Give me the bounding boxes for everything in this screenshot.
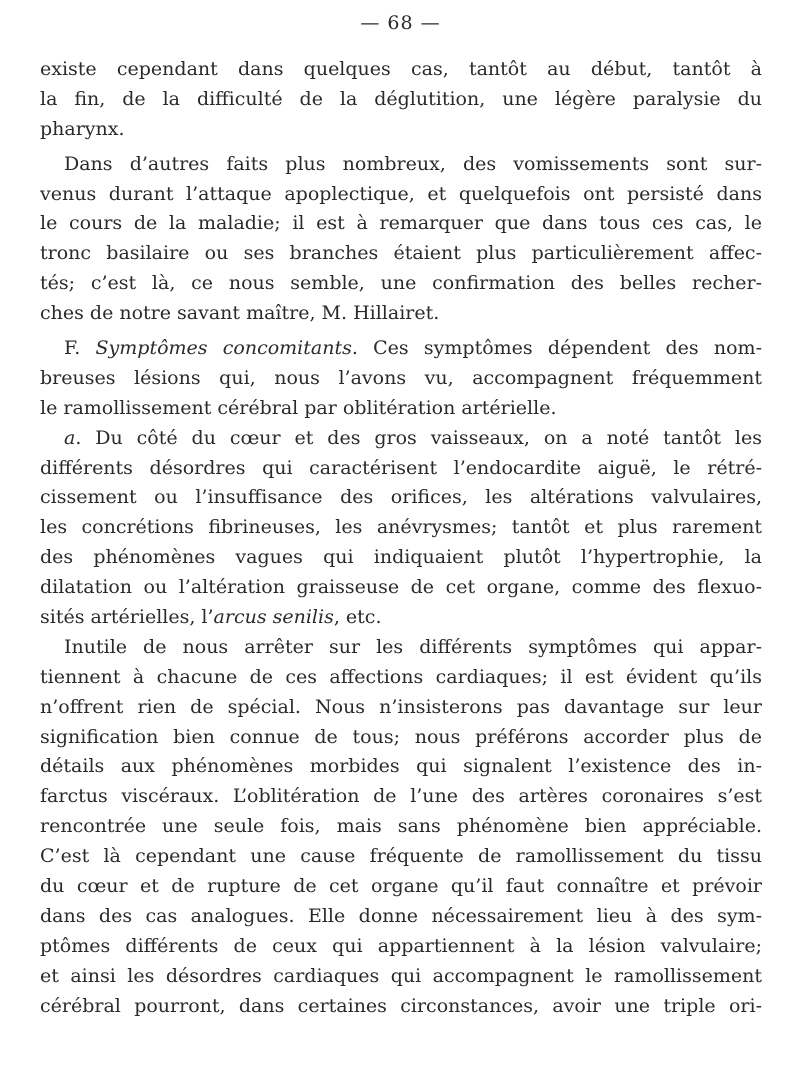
text-line: venus durant l’attaque apoplectique, et quelquefois ont persisté dans xyxy=(40,182,762,205)
text-line: différents désordres qui caractérisent l’endocardite aiguë, le rétré- xyxy=(40,456,762,479)
text-line: tiennent à chacune de ces affections cardiaques; il est évident qu’ils xyxy=(40,665,762,688)
text-line: dans des cas analogues. Elle donne nécessairement lieu à des sym- xyxy=(40,904,762,927)
text-line: farctus viscéraux. L’oblitération de l’une des artères coronaires s’est xyxy=(40,785,762,808)
text-line: tés; c’est là, ce nous semble, une confirmation des belles recher- xyxy=(40,272,762,295)
text-line: du cœur et de rupture de cet organe qu’il faut connaître et prévoir xyxy=(40,875,762,898)
text-line: et ainsi les désordres cardiaques qui accompagnent le ramollissement xyxy=(40,964,762,987)
text-line: Dans d’autres faits plus nombreux, des vomissements sont sur- xyxy=(64,152,762,175)
text-line: sités artérielles, l’arcus senilis, etc. xyxy=(40,606,382,629)
text-line: existe cependant dans quelques cas, tantôt au début, tantôt à xyxy=(40,58,762,80)
text-line: a. Du côté du cœur et des gros vaisseaux, on a noté tantôt les xyxy=(64,426,762,449)
text-line: Inutile de nous arrêter sur les différents symptômes qui appar- xyxy=(64,635,762,658)
text-line: le ramollissement cérébral par oblitération artérielle. xyxy=(40,396,557,419)
text-line: F. Symptômes concomitants. Ces symptômes dépendent des nom- xyxy=(64,337,762,360)
text-line: cérébral pourront, dans certaines circonstances, avoir une triple ori- xyxy=(40,994,762,1017)
text-line: breuses lésions qui, nous l’avons vu, accompagnent fréquemment xyxy=(40,366,762,389)
text-line: dilatation ou l’altération graisseuse de cet organe, comme des flexuo- xyxy=(40,576,762,599)
body-text xyxy=(40,55,762,1022)
text-line: ches de notre savant maître, M. Hillairet. xyxy=(40,302,440,325)
text-line: C’est là cependant une cause fréquente de ramollissement du tissu xyxy=(40,845,762,868)
text-line: la fin, de la difficulté de la déglutition, une légère paralysie du xyxy=(40,87,762,110)
text-line: pharynx. xyxy=(40,117,125,140)
text-line: n’offrent rien de spécial. Nous n’insisterons pas davantage sur leur xyxy=(40,695,762,718)
text-line: signification bien connue de tous; nous préférons accorder plus de xyxy=(40,725,762,748)
text-line: ptômes différents de ceux qui appartiennent à la lésion valvulaire; xyxy=(40,934,762,957)
text-line: rencontrée une seule fois, mais sans phénomène bien appréciable. xyxy=(40,815,762,838)
page-number: — 68 — xyxy=(360,12,441,34)
text-line: le cours de la maladie; il est à remarquer que dans tous ces cas, le xyxy=(40,212,762,235)
text-line: cissement ou l’insuffisance des orifices, les altérations valvulaires, xyxy=(40,486,762,509)
text-line: tronc basilaire ou ses branches étaient plus particulièrement affec- xyxy=(40,242,762,265)
text-line: des phénomènes vagues qui indiquaient plutôt l’hypertrophie, la xyxy=(40,546,762,569)
text-line: détails aux phénomènes morbides qui signalent l’existence des in- xyxy=(40,755,762,778)
text-line: les concrétions fibrineuses, les anévrysmes; tantôt et plus rarement xyxy=(40,516,762,539)
